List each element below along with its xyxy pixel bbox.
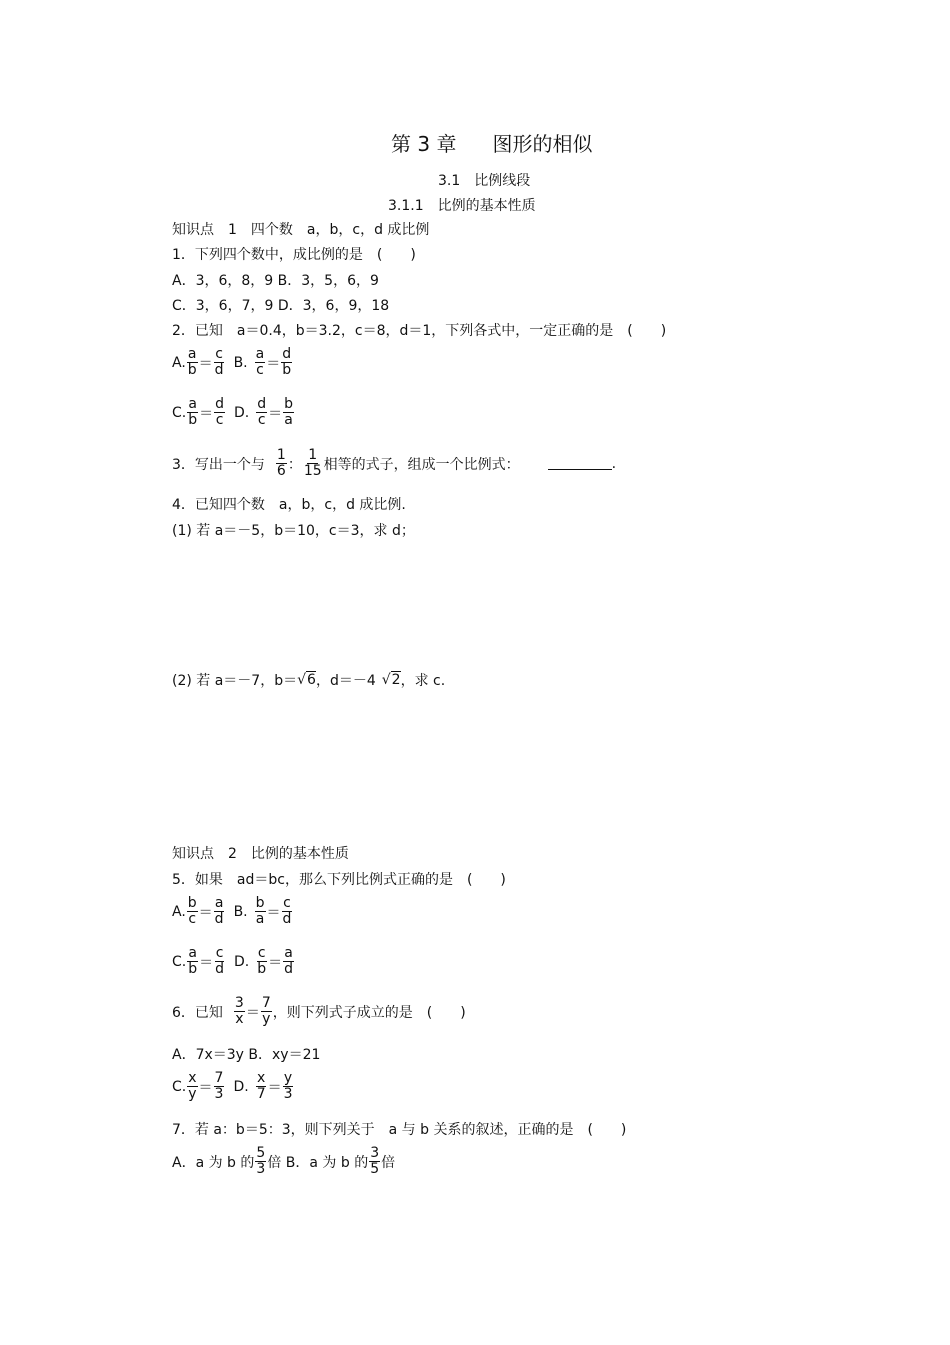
- option-b-label: B.: [233, 354, 248, 371]
- question-1-options-cd: C．3，6，7，9 D．3，6，9，18: [172, 298, 390, 314]
- question-3-prefix: 3．写出一个与: [172, 456, 265, 473]
- option-a-label: A.: [172, 903, 186, 920]
- question-4-part-2: [172, 670, 445, 690]
- question-5-options-cd: [172, 946, 295, 977]
- question-4-part-1: (1) 若 a＝－5，b＝10，c＝3，求 d；: [172, 523, 415, 539]
- option-d-label: D.: [234, 953, 250, 970]
- fraction: $\frac{a}{c}$: [255, 346, 265, 378]
- period: .: [611, 455, 617, 472]
- fraction: $\frac{c}{d}$: [214, 346, 224, 378]
- subsection-heading: 3.1.1 比例的基本性质: [388, 198, 536, 214]
- equals: ＝: [266, 904, 281, 921]
- fraction: $\frac{d}{c}$: [257, 396, 267, 428]
- question-5-options-ab: [172, 896, 293, 927]
- option-b-text: 倍 B．a 为 b 的: [267, 1154, 369, 1171]
- square-root: √2: [381, 672, 401, 688]
- fraction: $\frac{3}{5}$: [370, 1145, 380, 1177]
- fraction: $\frac{b}{a}$: [284, 396, 294, 428]
- fraction: $\frac{b}{a}$: [255, 895, 265, 927]
- equals: ＝: [245, 1004, 260, 1021]
- fraction: $\frac{a}{d}$: [284, 945, 294, 977]
- square-root: √6: [297, 672, 316, 688]
- fraction: $\frac{a}{d}$: [214, 895, 224, 927]
- question-2-options-cd: [172, 397, 295, 428]
- equals: ＝: [199, 405, 214, 422]
- ratio-colon: ：: [287, 456, 302, 473]
- fraction: $\frac{d}{b}$: [282, 346, 292, 378]
- question-2-stem: 2．已知 a＝0.4，b＝3.2，c＝8，d＝1，下列各式中，一定正确的是 ( ): [172, 323, 667, 339]
- fraction: $\frac{5}{3}$: [256, 1145, 266, 1177]
- fraction: $\frac{d}{c}$: [215, 396, 225, 428]
- option-b-suffix: 倍: [381, 1154, 396, 1171]
- option-b-label: B.: [233, 903, 248, 920]
- fraction: $\frac{7}{y}$: [261, 995, 271, 1027]
- question-6-options-cd: [172, 1071, 295, 1102]
- fraction: $\frac{x}{y}$: [188, 1070, 197, 1102]
- section-heading: 3.1 比例线段: [438, 173, 531, 189]
- question-1-stem: 1．下列四个数中，成比例的是 ( ): [172, 247, 416, 263]
- fraction: $\frac{7}{3}$: [214, 1070, 224, 1102]
- option-c-label: C.: [172, 404, 187, 421]
- equals: ＝: [198, 355, 213, 372]
- option-a-label: A.: [172, 354, 186, 371]
- question-6-options-ab: A．7x＝3y B．xy＝21: [172, 1047, 321, 1063]
- fraction: $\frac{y}{3}$: [283, 1070, 293, 1102]
- fraction: $\frac{a}{b}$: [188, 396, 198, 428]
- question-5-stem: 5．如果 ad＝bc，那么下列比例式正确的是 ( ): [172, 872, 506, 888]
- question-3-suffix: 相等的式子，组成一个比例式：: [323, 456, 520, 473]
- part-2-text: ，求 c.: [400, 673, 446, 689]
- option-c-label: C.: [172, 953, 187, 970]
- answer-blank[interactable]: [548, 457, 612, 470]
- option-c-label: C.: [172, 1078, 187, 1095]
- equals: ＝: [268, 405, 283, 422]
- question-6-suffix: ，则下列式子成立的是 ( ): [272, 1004, 466, 1021]
- equals: ＝: [267, 1079, 282, 1096]
- fraction: $\frac{c}{d}$: [282, 895, 292, 927]
- equals: ＝: [199, 954, 214, 971]
- question-6-prefix: 6．已知: [172, 1004, 223, 1021]
- question-3: [172, 448, 616, 479]
- fraction: $\frac{1}{15}$: [303, 447, 322, 479]
- question-1-options-ab: A．3，6，8，9 B．3，5，6，9: [172, 273, 379, 289]
- fraction: $\frac{b}{c}$: [187, 895, 197, 927]
- question-2-options-ab: [172, 347, 293, 378]
- option-d-label: D.: [233, 1078, 249, 1095]
- fraction: $\frac{a}{b}$: [187, 346, 197, 378]
- fraction: $\frac{3}{x}$: [234, 995, 244, 1027]
- question-7-options-ab: [172, 1146, 395, 1177]
- chapter-heading: [391, 128, 592, 157]
- question-6-stem: [172, 996, 466, 1027]
- option-d-label: D.: [234, 404, 250, 421]
- fraction: $\frac{c}{d}$: [215, 945, 225, 977]
- equals: ＝: [266, 355, 281, 372]
- part-2-text: ，d＝－4: [315, 673, 376, 689]
- knowledge-point-1: 知识点 1 四个数 a，b，c，d 成比例: [172, 222, 430, 238]
- equals: ＝: [198, 904, 213, 921]
- equals: ＝: [268, 954, 283, 971]
- fraction: $\frac{c}{b}$: [257, 945, 267, 977]
- question-4-stem: 4．已知四个数 a，b，c，d 成比例.: [172, 497, 406, 513]
- chapter-title: 图形的相似: [492, 132, 593, 156]
- option-a-text: A．a 为 b 的: [172, 1154, 255, 1171]
- knowledge-point-2: 知识点 2 比例的基本性质: [172, 846, 349, 862]
- part-2-text: (2) 若 a＝－7，b＝: [172, 673, 298, 689]
- fraction: $\frac{1}{6}$: [276, 447, 286, 479]
- question-7-stem: 7．若 a：b＝5：3，则下列关于 a 与 b 关系的叙述，正确的是 ( ): [172, 1122, 627, 1138]
- equals: ＝: [198, 1079, 213, 1096]
- chapter-number: 第 3 章: [391, 132, 457, 156]
- fraction: $\frac{a}{b}$: [188, 945, 198, 977]
- fraction: $\frac{x}{7}$: [256, 1070, 266, 1102]
